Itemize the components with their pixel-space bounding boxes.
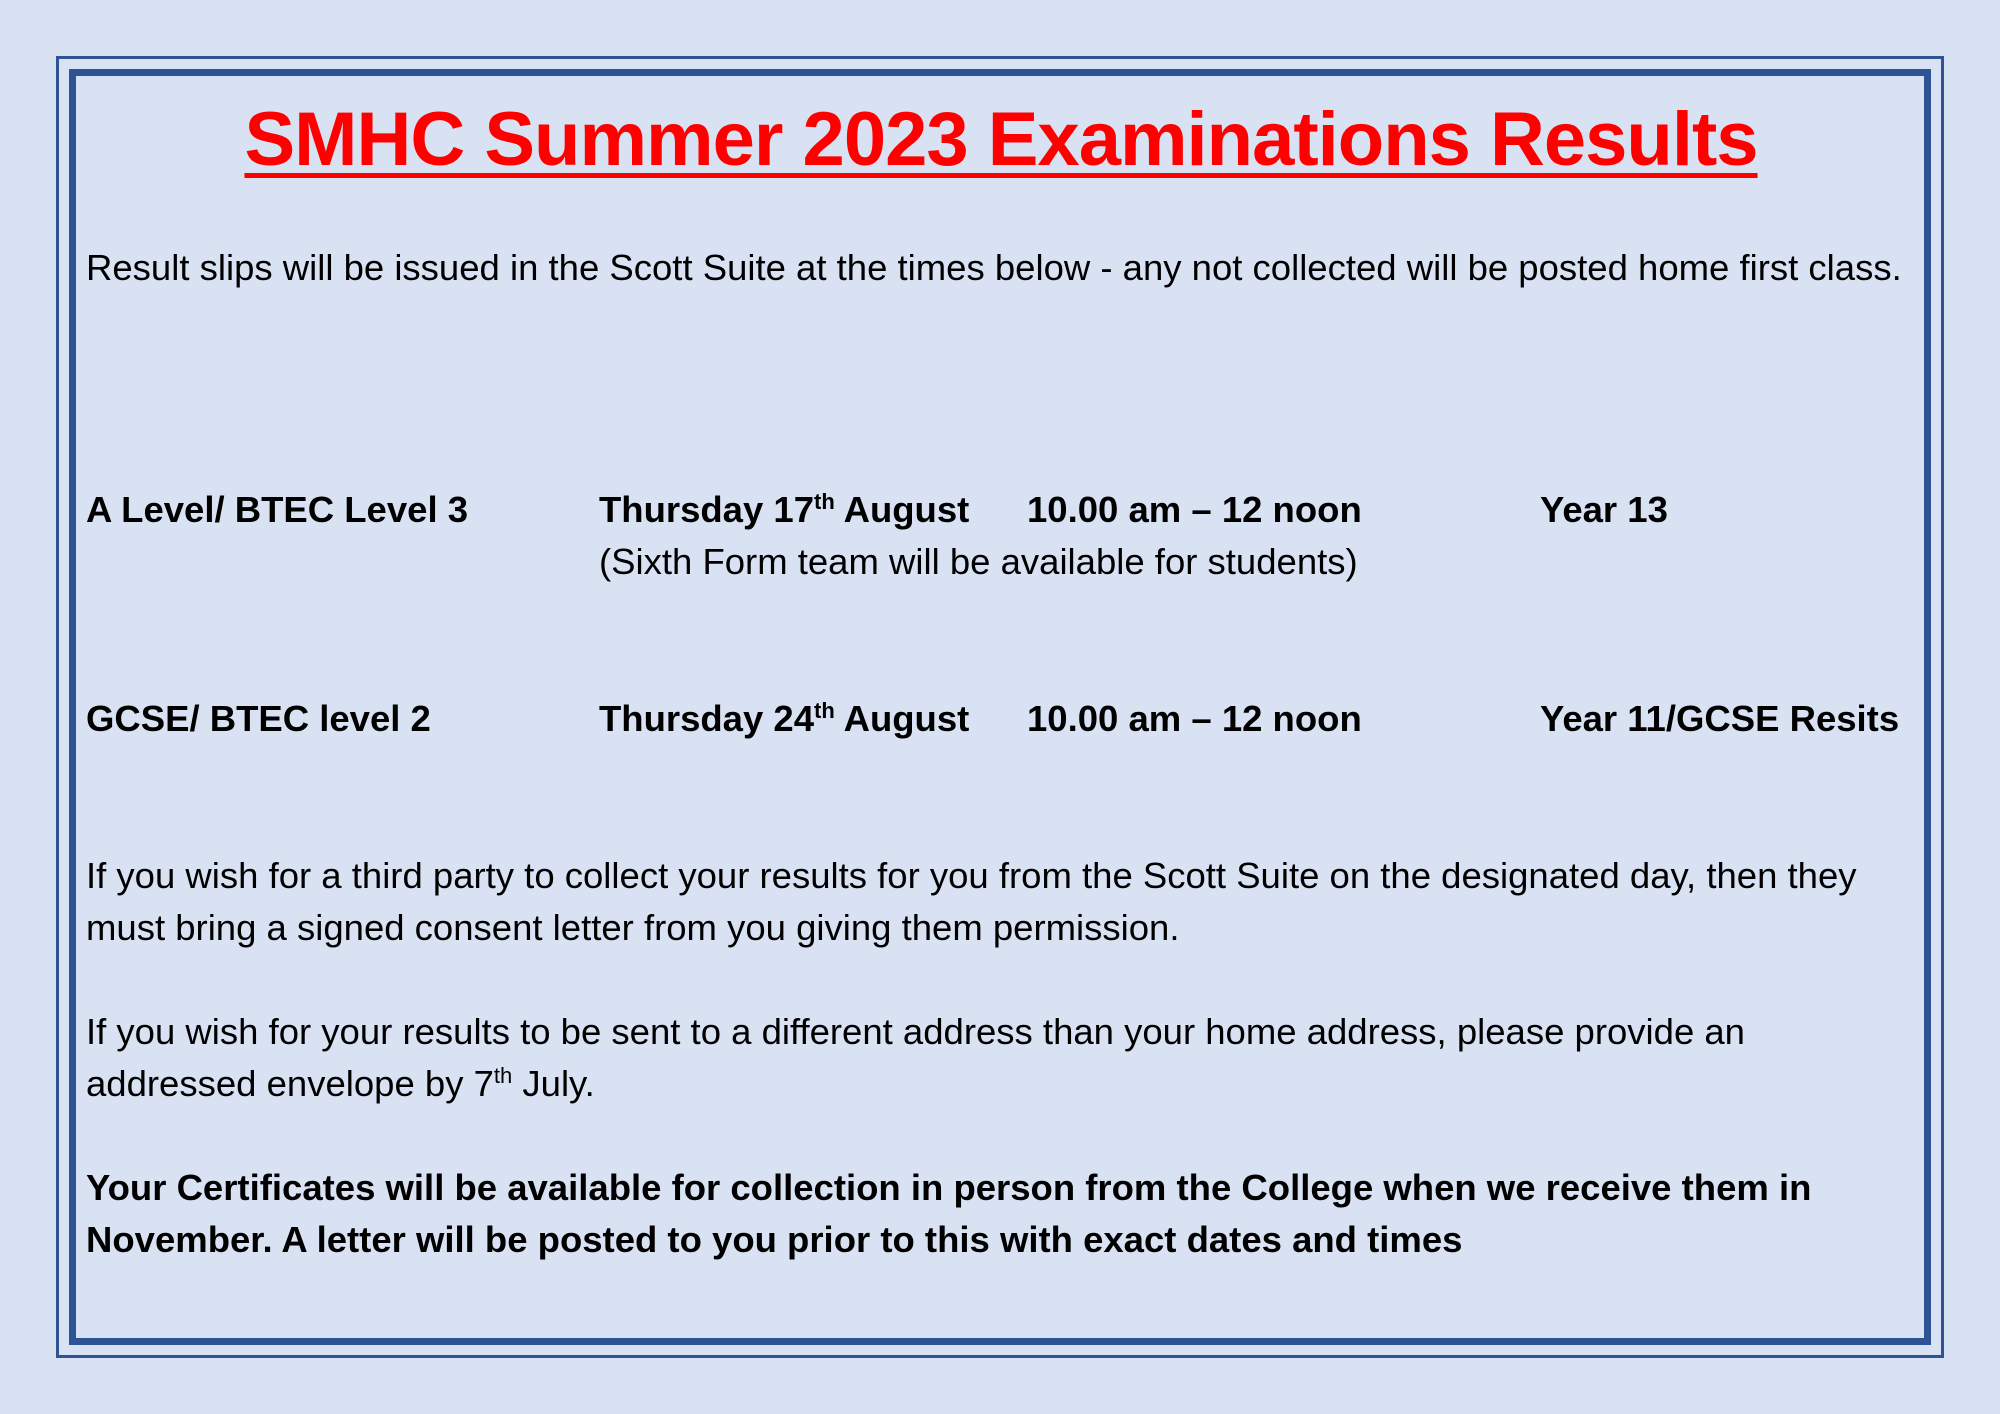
qualification-level: GCSE/ BTEC level 2	[86, 698, 431, 739]
collection-date: Thursday 24th August	[599, 697, 970, 739]
intro-paragraph: Result slips will be issued in the Scott Suite at the times below - any not collected will be posted home first class.	[86, 247, 1902, 288]
sixth-form-note: (Sixth Form team will be available for students)	[599, 541, 1358, 582]
certificates-paragraph: Your Certificates will be available for collection in person from the College when we receive them in November. A letter will be posted to you prior to this with exact dates and times	[86, 1167, 1812, 1260]
collection-time: 10.00 am – 12 noon	[1027, 698, 1362, 739]
collection-date: Thursday 17th August	[599, 488, 970, 530]
third-party-paragraph: If you wish for a third party to collect your results for you from the Scott Suite on the designated day, then they must bring a signed consent letter from you giving them permission.	[86, 855, 1857, 948]
schedule-row-a-level	[86, 484, 1916, 536]
collection-time: 10.00 am – 12 noon	[1027, 489, 1362, 530]
year-group: Year 11/GCSE Resits	[1540, 698, 1900, 739]
schedule-row-gcse	[86, 693, 1916, 745]
page-title: SMHC Summer 2023 Examinations Results	[244, 97, 1758, 182]
address-paragraph: If you wish for your results to be sent to a different address than your home address, please provide an addressed envelope by 7th July.	[86, 1011, 1745, 1104]
notice-content	[86, 90, 1916, 1320]
year-group: Year 13	[1540, 489, 1668, 530]
qualification-level: A Level/ BTEC Level 3	[86, 489, 469, 530]
